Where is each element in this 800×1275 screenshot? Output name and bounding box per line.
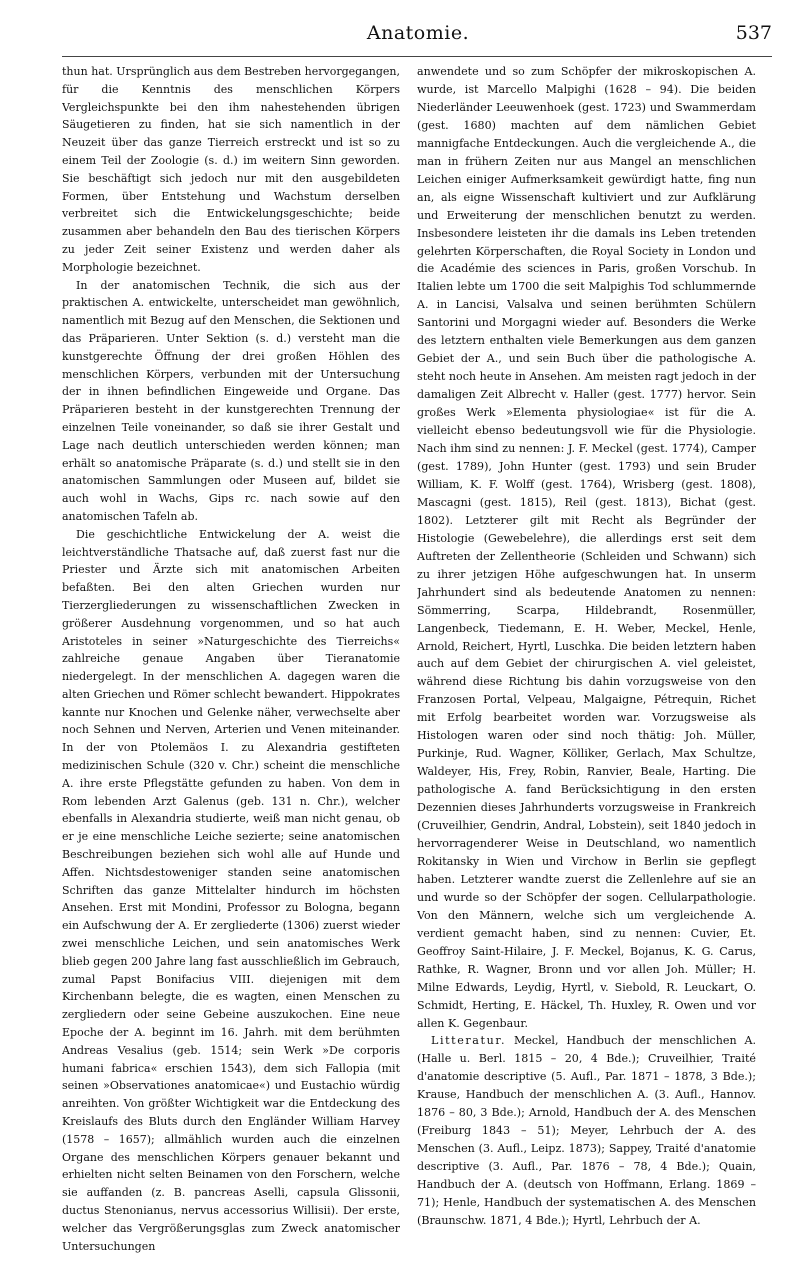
left-column [62,63,400,1271]
literature-paragraph [417,1032,756,1229]
paragraph-continuation: thun hat. Ursprünglich aus dem Bestreben hervorgegangen, für die Kenntnis des menschlichen Körpers Vergleichspunkte bei den ihm nahestehenden übrigen Säugetieren zu finden, hat sie sich namentlich in der Neuzeit über das ganze Tierreich erstreckt und ist so zu einem Teil der Zoologie (s. d.) im weitern Sinn geworden. Sie beschäftigt sich jedoch nur mit den ausgebildeten Formen, über Entstehung und Wachstum derselben verbreitet sich die Entwickelungsgeschichte; beide zusammen aber behandeln den Bau des tierischen Körpers zu jeder Zeit seiner Existenz und werden daher als Morphologie bezeichnet. [62,65,400,274]
literature-text: Meckel, Handbuch der menschlichen A. (Halle u. Berl. 1815 – 20, 4 Bde.); Cruveilhier, Traité d'anatomie descriptive (5. Aufl., Par. 1871 – 1878, 3 Bde.); Krause, Handbuch der menschlichen A. (3. Aufl., Hannov. 1876 – 80, 3 Bde.); Arnold, Handbuch der A. des Menschen (Freiburg 1843 – 51); Meyer, Lehrbuch der A. des Menschen (3. Aufl., Leipz. 1873); Sappey, Traité d'anatomie descriptive (3. Aufl., Par. 1876 – 78, 4 Bde.); Quain, Handbuch der A. (deutsch von Hoffmann, Erlang. 1869 – 71); Henle, Handbuch der systematischen A. des Menschen (Braunschw. 1871, 4 Bde.); Hyrtl, Lehrbuch der A. [417,1034,756,1227]
paragraph-history: Die geschichtliche Entwickelung der A. weist die leichtverständliche Thatsache auf, daß zuerst fast nur die Priester und Ärzte sich mit anatomischen Arbeiten befaßten. Bei den alten Griechen wurden nur Tierzergliederungen zu wissenschaftlichen Zwecken in größerer Ausdehnung vorgenommen, und so hat auch Aristoteles in seiner »Naturgeschichte des Tierreichs« zahlreiche genaue Angaben über Tieranatomie niedergelegt. In der menschlichen A. dagegen waren die alten Griechen und Römer schlecht bewandert. Hippokrates kannte nur Knochen und Gelenke näher, verwechselte aber noch Sehnen und Nerven, Arterien und Venen miteinander. In der von Ptolemäos I. zu Alexandria gestifteten medizinischen Schule (320 v. Chr.) scheint die menschliche A. ihre erste Pflegstätte gefunden zu haben. Von dem in Rom lebenden Arzt Galenus (geb. 131 n. Chr.), welcher ebenfalls in Alexandria studierte, weiß man nicht genau, ob er je eine menschliche Leiche sezierte; seine anatomischen Beschreibungen beziehen sich wohl alle auf Hunde und Affen. Nichtsdestoweniger standen seine anatomischen Schriften das ganze Mittelalter hindurch im höchsten Ansehen. Erst mit Mondini, Professor zu Bologna, begann ein Aufschwung der A. Er zergliederte (1306) zuerst wieder zwei menschliche Leichen, und sein anatomisches Werk blieb gegen 200 Jahre lang fast ausschließlich im Gebrauch, zumal Papst Bonifacius VIII. diejenigen mit dem Kirchenbann belegte, die es wagten, einen Menschen zu zergliedern oder seine Gebeine auszukochen. Eine neue Epoche der A. beginnt im 16. Jahrh. mit dem berühmten Andreas Vesalius (geb. 1514; sein Werk »De corporis humani fabrica« erschien 1543), dem sich Fallopia (mit seinen »Observationes anatomicae«) und Eustachio würdig anreihten. Von größter Wichtigkeit war die Entdeckung des Kreislaufs des Bluts durch den Engländer William Harvey (1578 – 1657); allmählich wurden auch die einzelnen Organe des menschlichen Körpers genauer bekannt und erhielten nicht selten Beinamen von den Forschern, welche sie auffanden (z. B. pancreas Aselli, capsula Glissonii, ductus Stenonianus, nervus accessorius Willisii). Der erste, welcher das Vergrößerungsglas zum Zweck anatomischer Untersuchungen [62,527,400,1253]
page-header [64,22,772,52]
literature-label: Litteratur. [431,1034,507,1048]
right-column [417,63,756,1271]
page-number: 537 [735,22,772,44]
paragraph-history-continued: anwendete und so zum Schöpfer der mikroskopischen A. wurde, ist Marcello Malpighi (1628 – 94). Die beiden Niederländer Leeuwenhoek (gest. 1723) und Swammerdam (gest. 1680) machten auf dem nämlichen Gebiet mannigfache Entdeckungen. Auch die vergleichende A., die man in frühern Zeiten nur aus Mangel an menschlichen Leichen einiger Aufmerksamkeit gewürdigt hatte, fing nun an, als eigne Wissenschaft kultiviert und zur Aufklärung und Erweiterung der menschlichen benutzt zu werden. Insbesondere leisteten ihr die damals ins Leben tretenden gelehrten Körperschaften, die Royal Society in London und die Académie des sciences in Paris, großen Vorschub. In Italien lebte um 1700 die seit Malpighis Tod schlummernde A. in Lancisi, Valsalva und seinen berühmten Schülern Santorini und Morgagni wieder auf. Besonders die Werke des letztern enthalten viele Bemerkungen aus dem ganzen Gebiet der A., und sein Buch über die pathologische A. steht noch heute in Ansehen. Am meisten ragt jedoch in der damaligen Zeit Albrecht v. Haller (gest. 1777) hervor. Sein großes Werk »Elementa physiologiae« ist für die A. vielleicht ebenso bedeutungsvoll wie für die Physiologie. Nach ihm sind zu nennen: J. F. Meckel (gest. 1774), Camper (gest. 1789), John Hunter (gest. 1793) und sein Bruder William, K. F. Wolff (gest. 1764), Wrisberg (gest. 1808), Mascagni (gest. 1815), Reil (gest. 1813), Bichat (gest. 1802). Letzterer gilt mit Recht als Begründer der Histologie (Gewebelehre), die allerdings erst seit dem Auftreten der Zellentheorie (Schleiden und Schwann) sich zu ihrer jetzigen Höhe aufgeschwungen hat. In unserm Jahrhundert sind als bedeutende Anatomen zu nennen: Sömmerring, Scarpa, Hildebrandt, Rosenmüller, Langenbeck, Tiedemann, E. H. Weber, Meckel, Henle, Arnold, Reichert, Hyrtl, Luschka. Die beiden letztern haben auch auf dem Gebiet der chirurgischen A. viel geleistet, während diese Richtung bis dahin vorzugsweise von den Franzosen Portal, Velpeau, Malgaigne, Pétrequin, Richet mit Erfolg bearbeitet worden war. Vorzugsweise als Histologen waren oder sind noch thätig: Joh. Müller, Purkinje, Rud. Wagner, Kölliker, Gerlach, Max Schultze, Waldeyer, His, Frey, Robin, Ranvier, Beale, Harting. Die pathologische A. fand Berücksichtigung in den ersten Dezennien dieses Jahrhunderts vorzugsweise in Frankreich (Cruveilhier, Gendrin, Andral, Lobstein), seit 1840 jedoch in hervorragenderer Weise in Deutschland, wo namentlich Rokitansky in Wien und Virchow in Berlin sie gepflegt haben. Letzterer wandte zuerst die Zellenlehre auf sie an und wurde so der Schöpfer der sogen. Cellularpathologie. Von den Männern, welche sich um vergleichende A. verdient gemacht haben, sind zu nennen: Cuvier, Et. Geoffroy Saint-Hilaire, J. F. Meckel, Bojanus, K. G. Carus, Rathke, R. Wagner, Bronn und vor allen Joh. Müller; H. Milne Edwards, Leydig, Hyrtl, v. Siebold, R. Leuckart, O. Schmidt, Herting, E. Häckel, Th. Huxley, R. Owen und vor allen K. Gegenbaur. [417,65,756,1030]
header-rule [62,56,772,57]
running-title: Anatomie. [366,22,470,44]
paragraph-anatomical-technique: In der anatomischen Technik, die sich aus der praktischen A. entwickelte, unterscheidet man gewöhnlich, namentlich mit Bezug auf den Menschen, die Sektionen und das Präparieren. Unter Sektion (s. d.) versteht man die kunstgerechte Öffnung der drei großen Höhlen des menschlichen Körpers, verbunden mit der Untersuchung der in ihnen befindlichen Eingeweide und Organe. Das Präparieren besteht in der kunstgerechten Trennung der einzelnen Teile voneinander, so daß sie ihrer Gestalt und Lage nach deutlich unterschieden werden können; man erhält so anatomische Präparate (s. d.) und stellt sie in den anatomischen Sammlungen oder Museen auf, bildet sie auch wohl in Wachs, Gips rc. nach sowie auf den anatomischen Tafeln ab. [62,278,400,523]
